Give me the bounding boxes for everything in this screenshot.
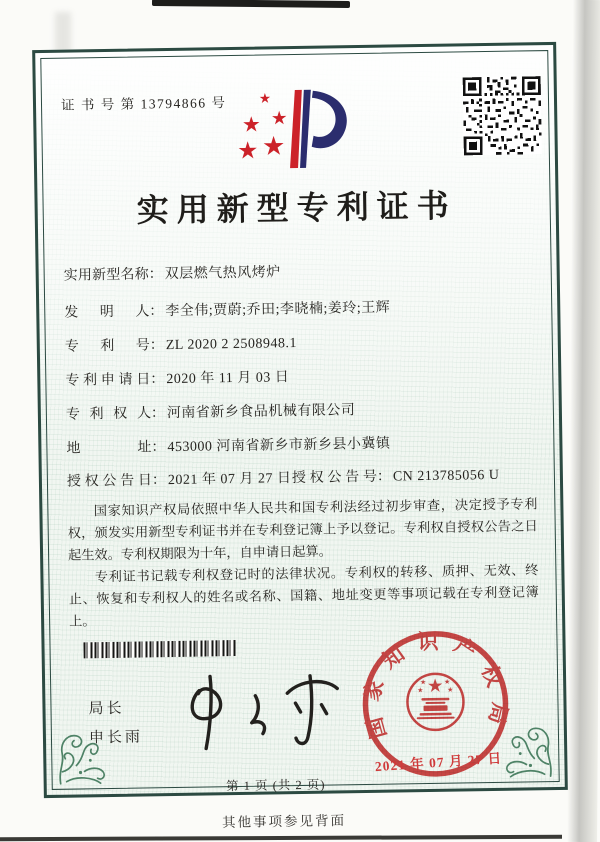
field-row-address bbox=[66, 430, 543, 457]
field-label: 专利号 bbox=[64, 338, 150, 355]
field-colon: ： bbox=[149, 338, 164, 354]
field-colon: ： bbox=[149, 304, 164, 320]
scan-artifact-top bbox=[152, 0, 350, 8]
certificate-title: 实用新型专利证书 bbox=[136, 187, 457, 229]
field-colon: ： bbox=[150, 406, 166, 422]
field-value: 2020 年 11 月 03 日 bbox=[166, 370, 290, 388]
seal-ring-text: 国家知识产权局 bbox=[358, 629, 513, 742]
field-colon: ： bbox=[150, 372, 165, 388]
field-value: 453000 河南省新乡市新乡县小冀镇 bbox=[167, 436, 391, 456]
field-row-name bbox=[64, 257, 541, 284]
qr-code bbox=[463, 76, 542, 155]
field-label: 授权公告号 bbox=[291, 469, 378, 487]
field-row-patentee bbox=[66, 396, 543, 423]
field-row-filing-date bbox=[65, 362, 542, 389]
field-row-patent-no bbox=[65, 328, 542, 355]
field-label: 专利权人 bbox=[65, 406, 152, 423]
notice-paragraph-2: 专利证书记载专利权登记时的法律状况。专利权的转移、质押、无效、终止、恢复和专利权人的姓名或名称、国籍、地址变更等事项记载在专利登记簿上。 bbox=[68, 562, 539, 629]
field-label: 地址 bbox=[66, 440, 152, 457]
field-label: 授权公告日 bbox=[66, 473, 153, 490]
field-label: 发明人 bbox=[64, 304, 150, 321]
field-colon: ： bbox=[151, 440, 166, 456]
field-label: 专利申请日 bbox=[65, 372, 151, 389]
barcode bbox=[83, 640, 235, 658]
field-row-inventors bbox=[64, 294, 541, 321]
field-row-grant bbox=[67, 463, 544, 490]
national-emblem-icon bbox=[407, 673, 464, 730]
field-label: 实用新型名称 bbox=[63, 267, 149, 284]
field-value: CN 213785056 U bbox=[392, 467, 500, 485]
signature bbox=[167, 666, 364, 765]
cnipa-logo-icon bbox=[233, 85, 358, 173]
page-indicator: 第 1 页 (共 2 页) bbox=[225, 777, 326, 794]
back-note: 其他事项参见背面 bbox=[221, 812, 347, 831]
field-value: 河南省新乡食品机械有限公司 bbox=[166, 403, 356, 422]
paper-edge-bottom bbox=[0, 835, 562, 841]
field-value: 2021 年 07 月 27 日 bbox=[167, 471, 292, 489]
legal-notice bbox=[67, 493, 539, 632]
notice-paragraph-1: 国家知识产权局依照中华人民共和国专利法经过初步审查，决定授予专利权，颁发实用新型专利证书并在专利登记簿上予以登记。专利权自授权公告之日起生效。专利权期限为十年，自申请日起算。 bbox=[67, 496, 538, 563]
certificate-number: 证 书 号 第 13794866 号 bbox=[60, 95, 227, 113]
field-colon: ： bbox=[376, 469, 392, 485]
field-colon: ： bbox=[148, 267, 163, 283]
field-value: ZL 2020 2 2508948.1 bbox=[165, 336, 298, 354]
paper-edge-right bbox=[567, 0, 600, 842]
seal-date: 2021 年 07 月 27 日 bbox=[374, 750, 503, 775]
corner-flourish-right-icon bbox=[492, 704, 557, 779]
signer-name: 申长雨 bbox=[88, 729, 144, 747]
field-grant-no bbox=[292, 464, 500, 487]
field-colon: ： bbox=[151, 473, 167, 489]
signer-role: 局长 bbox=[88, 700, 125, 718]
corner-flourish-left-icon bbox=[54, 711, 119, 786]
field-value: 双层燃气热风烤炉 bbox=[164, 265, 281, 283]
patent-certificate bbox=[32, 42, 568, 798]
field-value: 李全伟;贾蔚;乔田;李晓楠;姜玲;王辉 bbox=[165, 300, 391, 320]
